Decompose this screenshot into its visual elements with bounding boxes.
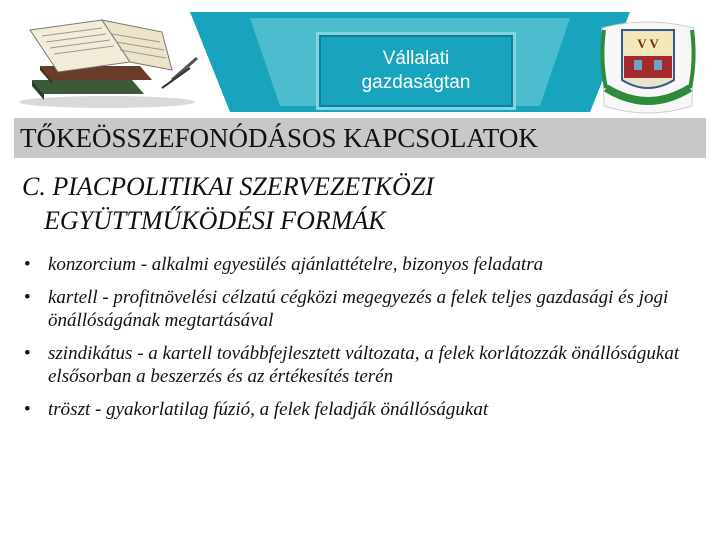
list-item: [20, 286, 700, 332]
bullet-icon: •: [24, 343, 31, 364]
list-item-text: konzorcium - alkalmi egyesülés ajánlattételre, bizonyos feladatra: [48, 254, 544, 275]
bullet-icon: •: [24, 254, 31, 275]
books-illustration: [12, 10, 202, 110]
bullet-icon: •: [24, 399, 31, 420]
bullet-icon: •: [24, 287, 31, 308]
course-title-box: [319, 35, 513, 107]
list-item: [20, 253, 700, 276]
course-title-line1: Vállalati: [382, 48, 450, 69]
bullet-list: [20, 253, 700, 431]
section-title: TŐKEÖSSZEFONÓDÁSOS KAPCSOLATOK: [20, 123, 538, 153]
crest-letters: V V: [637, 36, 659, 51]
list-item-text: szindikátus - a kartell továbbfejlesztett változata, a felek korlátozzák önállóságukat elsősorban a beszerzés és az értékesítés terén: [48, 343, 680, 387]
list-item: [20, 342, 700, 388]
course-title-line2: gazdaságtan: [361, 72, 471, 93]
university-crest-logo: [596, 10, 700, 122]
subtitle: [22, 170, 682, 238]
list-item: [20, 398, 700, 421]
list-item-text: tröszt - gyakorlatilag fúzió, a felek feladják önállóságukat: [48, 399, 489, 420]
subtitle-line2: EGYÜTTMŰKÖDÉSI FORMÁK: [44, 206, 386, 235]
subtitle-line1: C. PIACPOLITIKAI SZERVEZETKÖZI: [22, 172, 434, 201]
list-item-text: kartell - profitnövelési célzatú cégközi megegyezés a felek teljes gazdasági és jogi önállóságának megtartásával: [48, 287, 669, 331]
